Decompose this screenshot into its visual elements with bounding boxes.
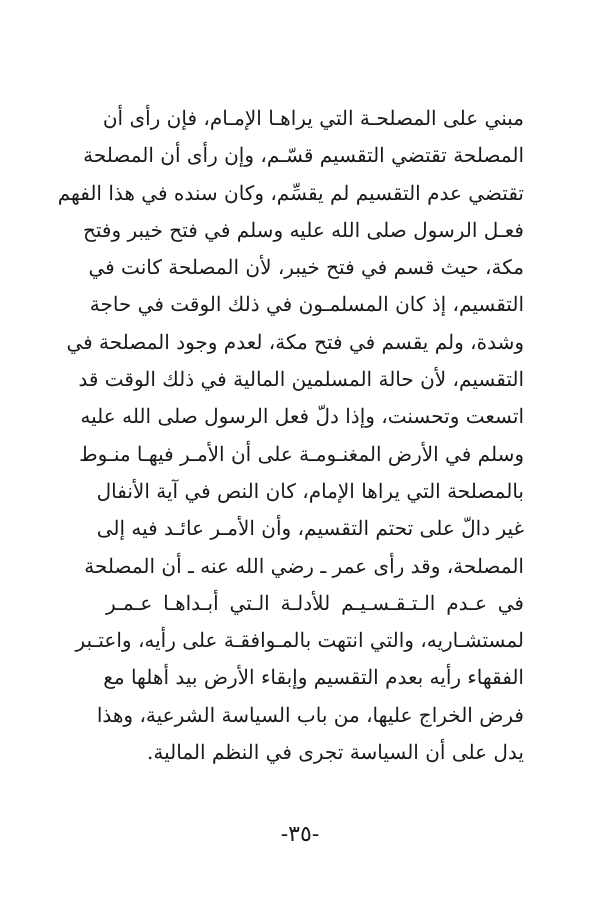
text-line: المصلحة تقتضي التقسيم قسّـم، وإن رأى أن المصلحة bbox=[83, 143, 524, 168]
text-line: تقتضي عدم التقسيم لم يقسِّم، وكان سنده في هذا الفهم bbox=[57, 180, 524, 205]
text-line: المصلحة، وقد رأى عمر ـ رضي الله عنه ـ أن المصلحة bbox=[84, 553, 524, 578]
text-line: وشدة، ولم يقسم في فتح مكة، لعدم وجود المصلحة في bbox=[66, 329, 524, 354]
text-line: فعـل الرسول صلى الله عليه وسلم في فتح خيبر وفتح bbox=[82, 217, 524, 242]
text-line: في عـدم الـتـقـسـيـم للأدلـة الـتي أبـداهـا عـمـر bbox=[106, 590, 524, 615]
text-line-last: يدل على أن السياسة تجرى في النظم المالية. bbox=[147, 740, 524, 765]
text-line: لمستشـاريه، والتي انتهت بالمـوافقـة على رأيه، واعتـبر bbox=[75, 628, 524, 653]
text-line: التقسيم، لأن حالة المسلمين المالية في ذلك الوقت قد bbox=[78, 367, 524, 392]
text-line: فرض الخراج عليها، من باب السياسة الشرعية، وهذا bbox=[96, 702, 524, 727]
text-line: غير دالّ على تحتم التقسيم، وأن الأمـر عائـد فيه إلى bbox=[96, 516, 524, 541]
body-text bbox=[57, 100, 524, 771]
text-line: بالمصلحة التي يراها الإمام، كان النص في آية الأنفال bbox=[96, 478, 524, 503]
text-line: وسلم في الأرض المغنـومـة على أن الأمـر فيهـا منـوط bbox=[79, 441, 524, 466]
text-line: اتسعت وتحسنت، وإذا دلّ فعل الرسول صلى الله عليه bbox=[80, 404, 524, 429]
text-line: الفقهاء رأيه بعدم التقسيم وإبقاء الأرض بيد أهلها مع bbox=[103, 665, 524, 690]
text-line: التقسيم، إذ كان المسلمـون في ذلك الوقت في حاجة bbox=[89, 292, 524, 317]
page-number: -٣٥- bbox=[280, 822, 320, 847]
text-line: مكة، حيث قسم في فتح خيبر، لأن المصلحة كانت في bbox=[88, 255, 524, 280]
text-line: مبني على المصلحـة التي يراهـا الإمـام، فإن رأى أن bbox=[102, 106, 524, 130]
